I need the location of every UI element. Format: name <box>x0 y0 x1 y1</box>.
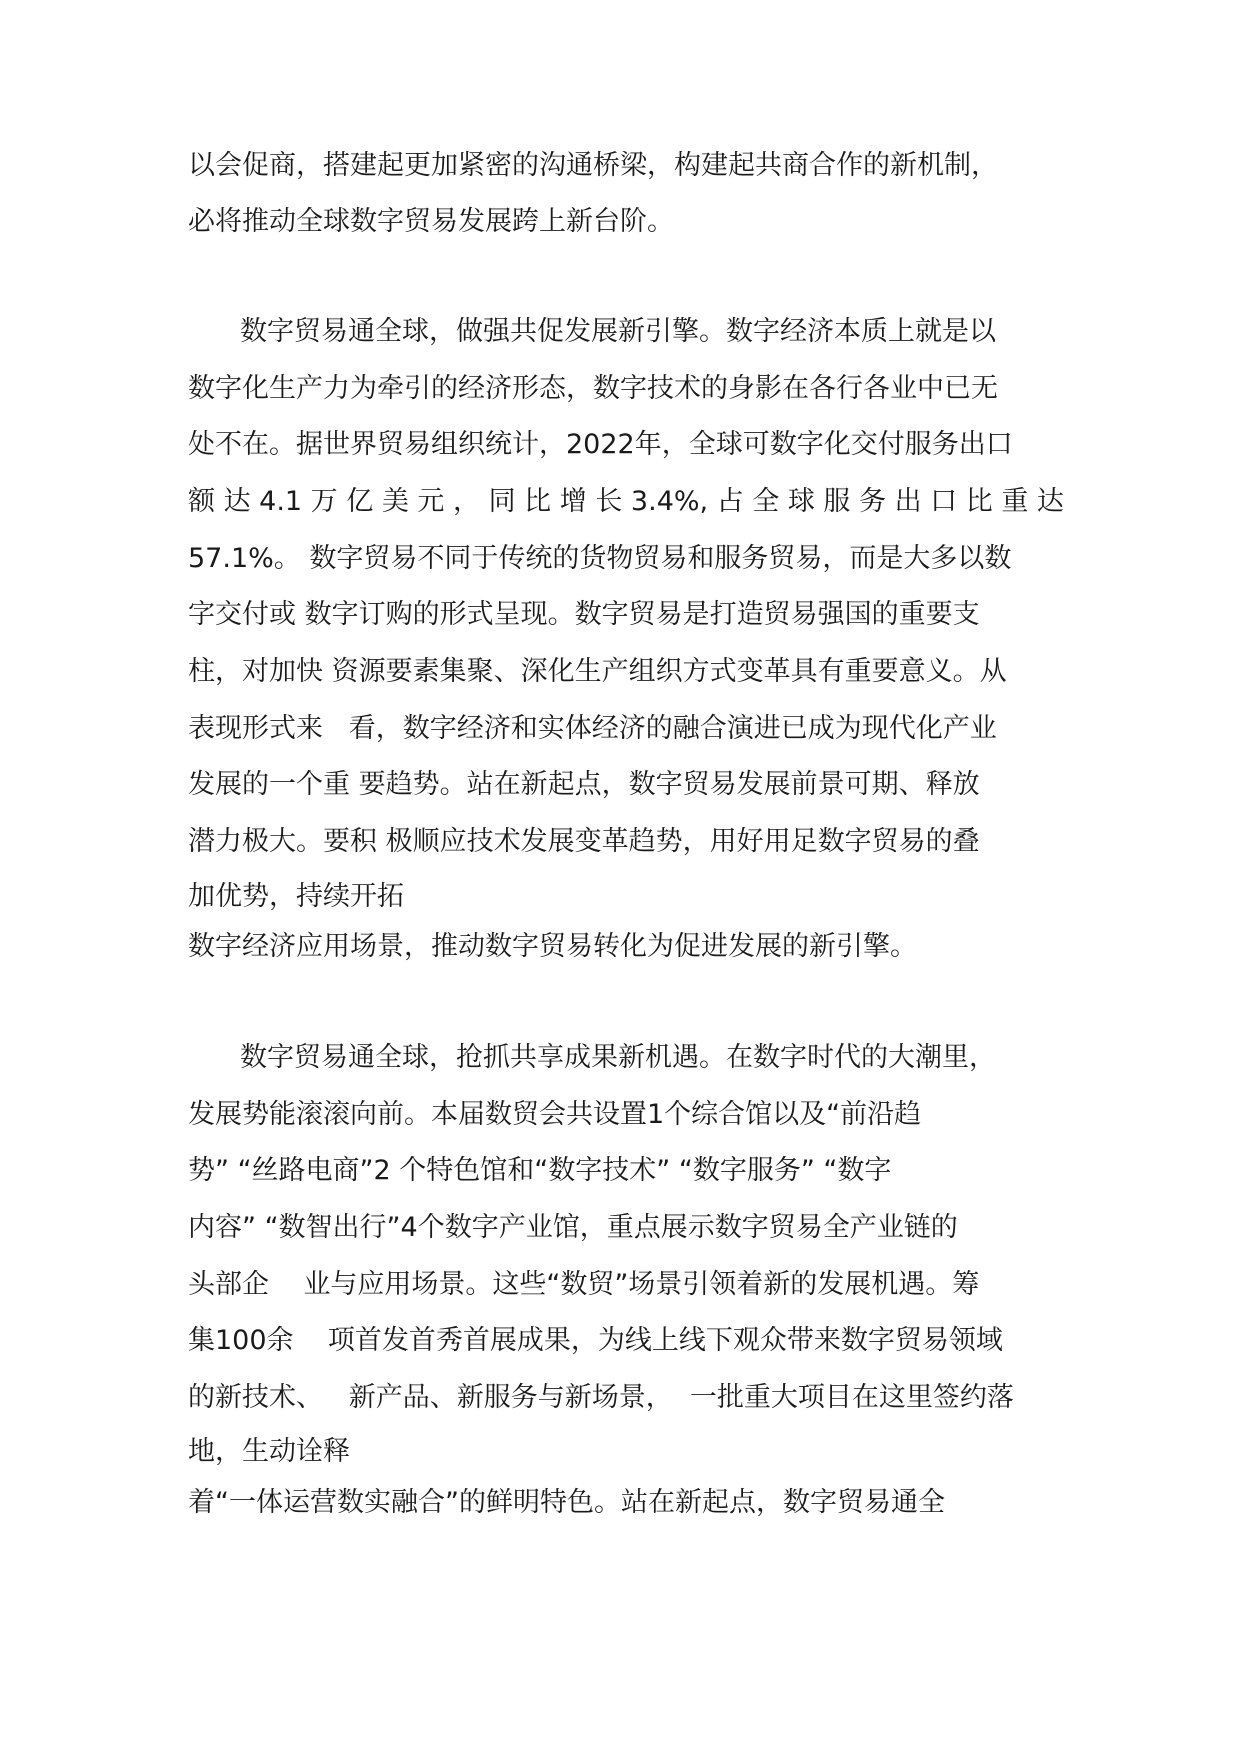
text-line: 地，生动诠释 <box>188 1436 350 1467</box>
text-line: 必将推动全球数字贸易发展跨上新台阶。 <box>188 206 674 237</box>
text-line: 潜力极大。要积 极顺应技术发展变革趋势，用好用足数字贸易的叠 <box>188 826 980 857</box>
text-line: 着“一体运营数实融合”的鲜明特色。站在新起点，数字贸易通全 <box>188 1487 945 1518</box>
paragraph-first-line: 数字贸易通全球，做强共促发展新引擎。数字经济本质上就是以 <box>240 316 996 347</box>
text-line: 处不在。据世界贸易组织统计，2022年，全球可数字化交付服务出口 <box>188 429 1013 460</box>
paragraph-first-line: 数字贸易通全球，抢抓共享成果新机遇。在数字时代的大潮里， <box>240 1042 996 1073</box>
text-line: 发展的一个重 要趋势。站在新起点，数字贸易发展前景可期、释放 <box>188 769 980 800</box>
text-line: 以会促商，搭建起更加紧密的沟通桥梁，构建起共商合作的新机制， <box>188 150 998 181</box>
text-line: 头部企 业与应用场景。这些“数贸”场景引领着新的发展机遇。筹 <box>188 1269 980 1300</box>
text-line: 的新技术、 新产品、新服务与新场景， 一批重大项目在这里签约落 <box>188 1382 1014 1413</box>
text-line: 内容” “数智出行”4个数字产业馆，重点展示数字贸易全产业链的 <box>188 1212 958 1243</box>
text-line: 加优势，持续开拓 <box>188 881 404 912</box>
text-line: 表现形式来 看，数字经济和实体经济的融合演进已成为现代化产业 <box>188 713 997 744</box>
text-line: 发展势能滚滚向前。本届数贸会共设置1个综合馆以及“前沿趋 <box>188 1099 922 1130</box>
text-line: 集100余 项首发首秀首展成果，为线上线下观众带来数字贸易领域 <box>188 1325 1003 1356</box>
text-line: 额 达 4.1 万 亿 美 元 ， 同 比 增 长 3.4%, 占 全 球 服 务 出 口 比 重 达 <box>188 486 1064 517</box>
text-line: 数字经济应用场景，推动数字贸易转化为促进发展的新引擎。 <box>188 931 917 962</box>
text-line: 字交付或 数字订购的形式呈现。数字贸易是打造贸易强国的重要支 <box>188 599 980 630</box>
text-line: 柱，对加快 资源要素集聚、深化生产组织方式变革具有重要意义。从 <box>188 656 1007 687</box>
text-line: 57.1%。 数字贸易不同于传统的货物贸易和服务贸易，而是大多以数 <box>188 543 1012 574</box>
text-line: 势” “丝路电商”2 个特色馆和“数字技术” “数字服务” “数字 <box>188 1155 892 1186</box>
text-line: 数字化生产力为牵引的经济形态，数字技术的身影在各行各业中已无 <box>188 373 998 404</box>
